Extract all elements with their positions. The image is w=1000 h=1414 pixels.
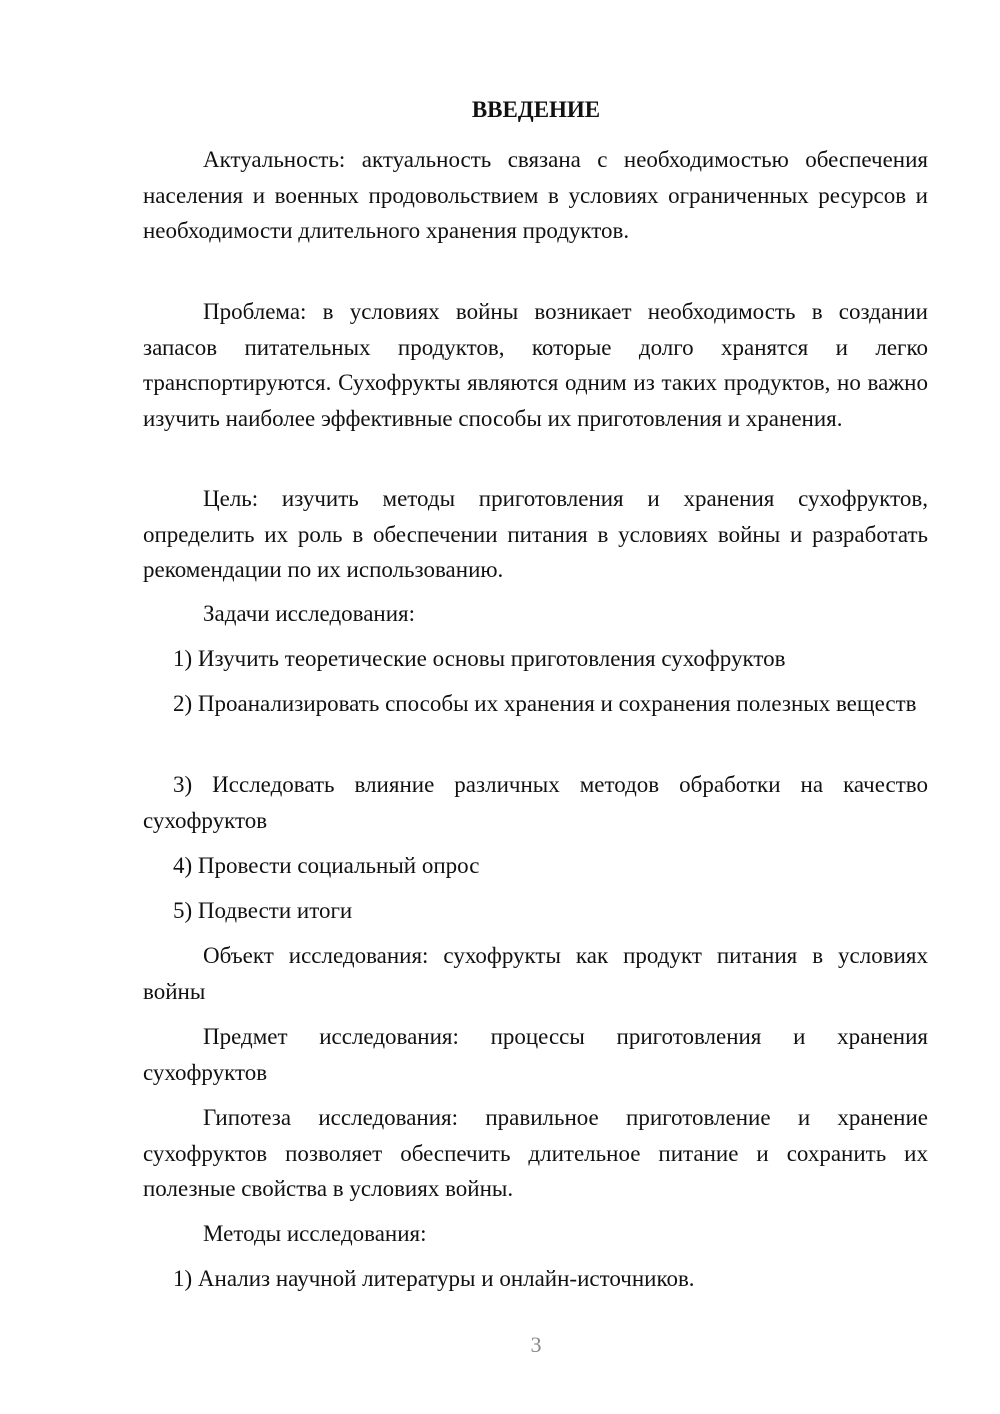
method-item-text: 1) Анализ научной литературы и онлайн-источников. (173, 1266, 695, 1291)
relevance-text: Актуальность: актуальность связана с необходимостью обеспечения населения и военных продовольствием в условиях ограниченных ресурсов и необходимости длительного хранения продуктов. (143, 147, 928, 243)
task-item-text: 1) Изучить теоретические основы приготовления сухофруктов (173, 646, 786, 671)
problem-paragraph (143, 294, 928, 436)
task-item-3 (143, 767, 928, 838)
page-number: 3 (530, 1332, 542, 1357)
hypothesis-text: Гипотеза исследования: правильное приготовление и хранение сухофруктов позволяет обеспечить длительное питание и сохранить их полезные свойства в условиях войны. (143, 1105, 928, 1201)
subject-paragraph (143, 1019, 928, 1090)
task-item-text: 5) Подвести итоги (173, 898, 353, 923)
problem-text: Проблема: в условиях войны возникает необходимость в создании запасов питательных продуктов, которые долго хранятся и легко транспортируются. Сухофрукты являются одним из таких продуктов, но важно изучить наиболее эффективные способы их приготовления и хранения. (143, 299, 928, 431)
relevance-paragraph (143, 142, 928, 249)
goal-text: Цель: изучить методы приготовления и хранения сухофруктов, определить их роль в обеспечении питания в условиях войны и разработать рекомендации по их использованию. (143, 486, 928, 582)
task-item-text: 3) Исследовать влияние различных методов обработки на качество сухофруктов (143, 772, 928, 833)
methods-heading: Методы исследования: (203, 1221, 427, 1246)
object-text: Объект исследования: сухофрукты как продукт питания в условиях войны (143, 943, 928, 1004)
object-paragraph (143, 938, 928, 1009)
method-item-1 (143, 1261, 928, 1297)
tasks-heading: Задачи исследования: (203, 601, 416, 626)
task-item-5 (143, 893, 928, 929)
subject-text: Предмет исследования: процессы приготовления и хранения сухофруктов (143, 1024, 928, 1085)
task-item-1 (143, 641, 928, 677)
goal-paragraph (143, 481, 928, 588)
task-item-4 (143, 848, 928, 884)
task-item-2 (143, 686, 928, 722)
methods-heading-paragraph (143, 1216, 928, 1252)
task-item-text: 4) Провести социальный опрос (173, 853, 480, 878)
hypothesis-paragraph (143, 1100, 928, 1207)
page-title: ВВЕДЕНИЕ (471, 97, 601, 122)
tasks-heading-paragraph (143, 596, 928, 632)
task-item-text: 2) Проанализировать способы их хранения и сохранения полезных веществ (173, 691, 917, 716)
